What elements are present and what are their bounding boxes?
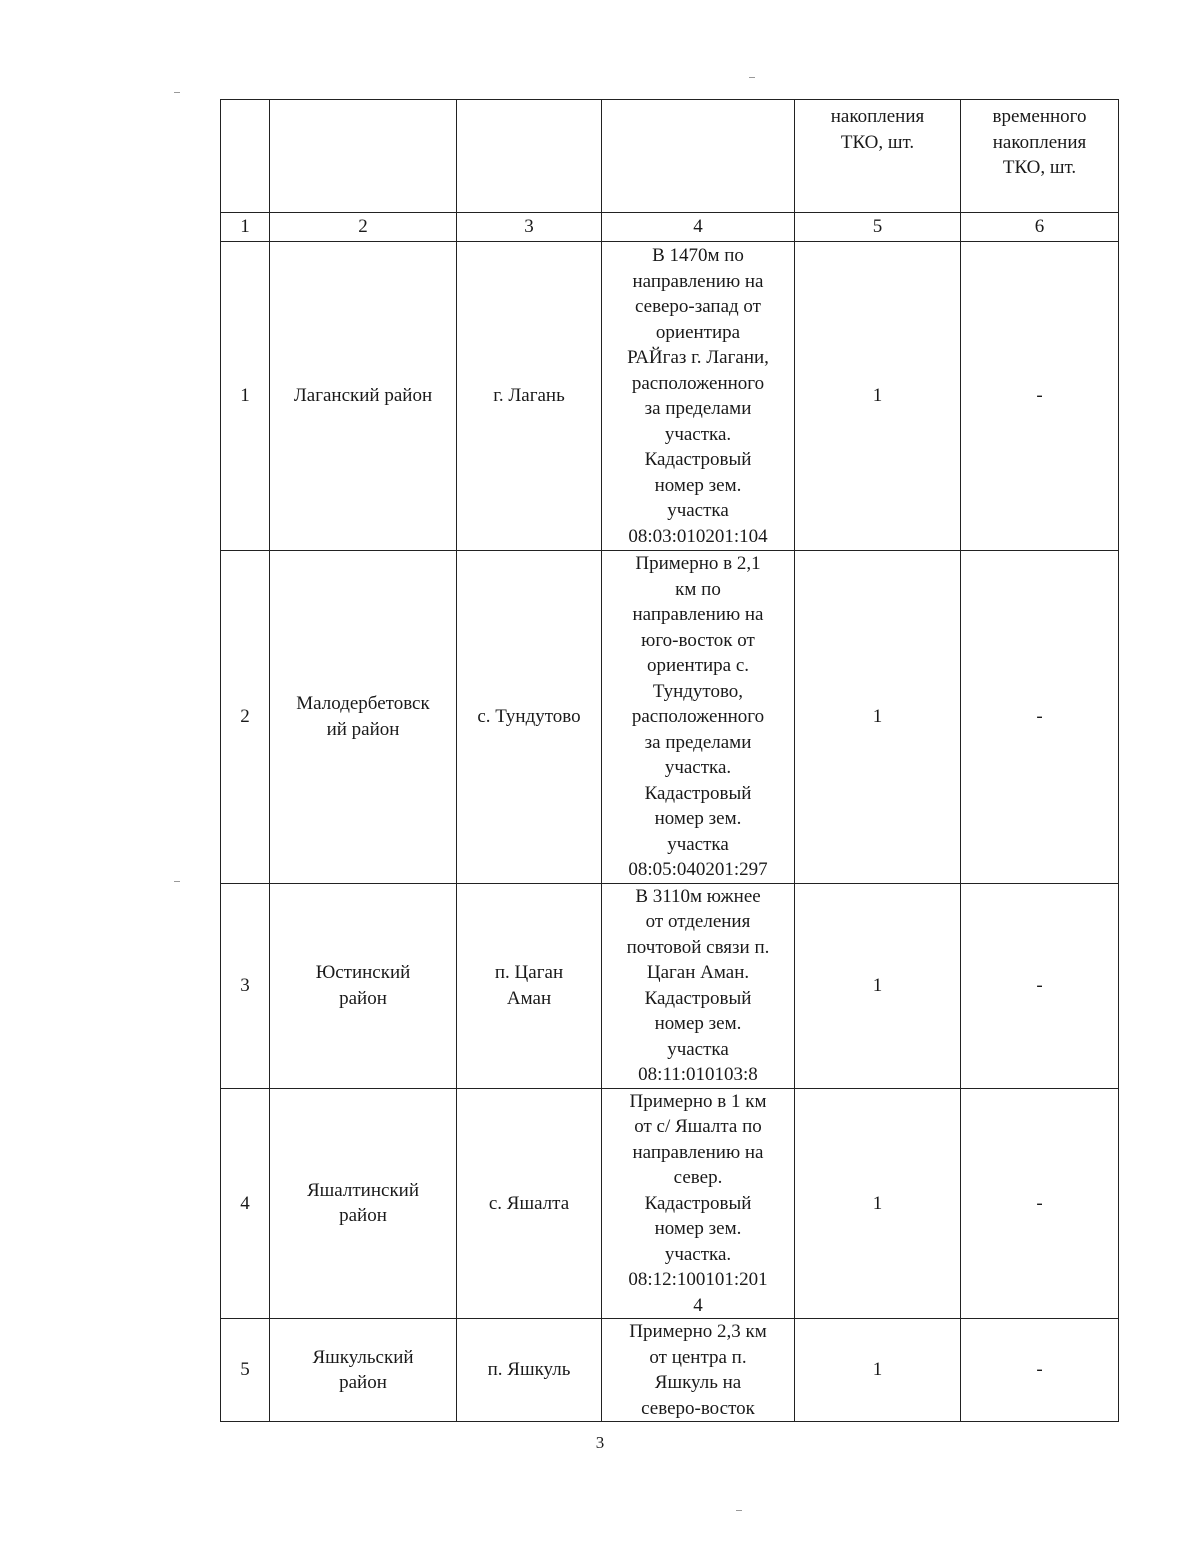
table-header-row (221, 100, 1119, 213)
column-number: 1 (221, 213, 270, 242)
settlement-cell: с. Яшалта (457, 1088, 602, 1319)
settlement-cell: п. Цаган Аман (457, 883, 602, 1088)
registry-table (220, 99, 1119, 1422)
table-row (221, 1319, 1119, 1422)
row-number: 1 (221, 242, 270, 551)
temporary-count-cell: - (961, 1319, 1119, 1422)
district-cell: Малодербетовск ий район (270, 551, 457, 884)
scan-speck (736, 1510, 742, 1511)
column-number: 2 (270, 213, 457, 242)
temporary-count-cell: - (961, 242, 1119, 551)
header-cell (602, 100, 795, 213)
settlement-cell: г. Лагань (457, 242, 602, 551)
address-cell: В 3110м южнее от отделения почтовой связи п. Цаган Аман. Кадастровый номер зем. участка 08:11:010103:8 (602, 883, 795, 1088)
table-row (221, 551, 1119, 884)
temporary-count-cell: - (961, 1088, 1119, 1319)
header-cell (270, 100, 457, 213)
scan-speck (174, 92, 180, 93)
scan-speck (174, 881, 180, 882)
header-temporary-accumulation-count: временного накопления ТКО, шт. (961, 100, 1119, 213)
row-number: 4 (221, 1088, 270, 1319)
temporary-count-cell: - (961, 883, 1119, 1088)
header-cell (221, 100, 270, 213)
count-cell: 1 (795, 551, 961, 884)
count-cell: 1 (795, 1088, 961, 1319)
count-cell: 1 (795, 1319, 961, 1422)
column-number-row (221, 213, 1119, 242)
count-cell: 1 (795, 883, 961, 1088)
column-number: 5 (795, 213, 961, 242)
header-accumulation-count: накопления ТКО, шт. (795, 100, 961, 213)
address-cell: Примерно 2,3 км от центра п. Яшкуль на северо-восток (602, 1319, 795, 1422)
table-row (221, 883, 1119, 1088)
page-number: 3 (595, 1433, 605, 1452)
table-row (221, 242, 1119, 551)
column-number: 4 (602, 213, 795, 242)
row-number: 5 (221, 1319, 270, 1422)
temporary-count-cell: - (961, 551, 1119, 884)
row-number: 2 (221, 551, 270, 884)
district-cell: Яшалтинский район (270, 1088, 457, 1319)
district-cell: Юстинский район (270, 883, 457, 1088)
header-cell (457, 100, 602, 213)
column-number: 6 (961, 213, 1119, 242)
column-number: 3 (457, 213, 602, 242)
settlement-cell: п. Яшкуль (457, 1319, 602, 1422)
row-number: 3 (221, 883, 270, 1088)
address-cell: В 1470м по направлению на северо-запад от ориентира РАЙгаз г. Лагани, расположенного за пределами участка. Кадастровый номер зем. участка 08:03:010201:104 (602, 242, 795, 551)
count-cell: 1 (795, 242, 961, 551)
address-cell: Примерно в 1 км от с/ Яшалта по направлению на север. Кадастровый номер зем. участка. 08:12:100101:201 4 (602, 1088, 795, 1319)
district-cell: Яшкульский район (270, 1319, 457, 1422)
settlement-cell: с. Тундутово (457, 551, 602, 884)
district-cell: Лаганский район (270, 242, 457, 551)
table-row (221, 1088, 1119, 1319)
address-cell: Примерно в 2,1 км по направлению на юго-восток от ориентира с. Тундутово, расположенного за пределами участка. Кадастровый номер зем. участка 08:05:040201:297 (602, 551, 795, 884)
scan-speck (749, 77, 755, 78)
